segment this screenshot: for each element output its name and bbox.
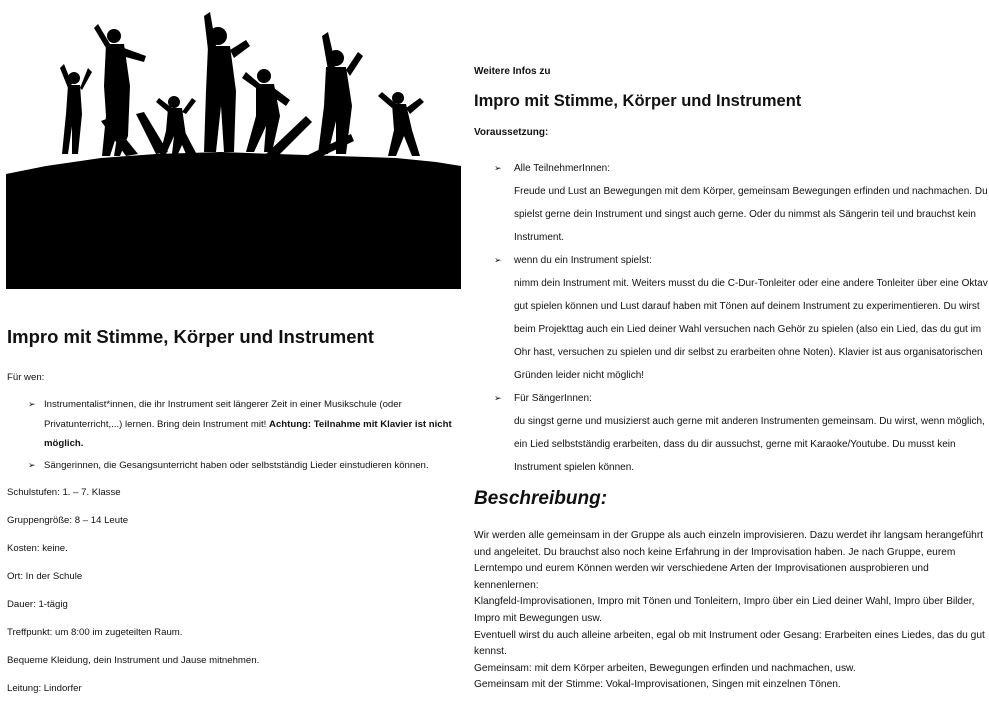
prereq-text: nimm dein Instrument mit. Weiters musst du die C-Dur-Tonleiter oder eine andere Tonleiter über eine Oktav gut spielen können und Lust darauf haben mit Tönen auf deinem Instrument zu experimentieren. Du wirst beim Projekttag auch ein Lied deiner Wahl versuchen nach Gehör zu spielen (also ein Lied, das du gut im Ohr hast, versuchen zu spielen und dir selbst zu erarbeiten ohne Noten). Klavier ist aus organisatorischen Gründen leider nicht möglich! — [514, 278, 988, 381]
arrowhead-bullet-icon: ➢ — [494, 163, 502, 173]
prerequisites-label: Voraussetzung: — [474, 127, 549, 138]
facts-list — [7, 483, 259, 707]
description-paragraph: Gemeinsam: mit dem Körper arbeiten, Bewegungen erfinden und nachmachen, usw. — [474, 662, 856, 674]
arrowhead-bullet-icon: ➢ — [28, 459, 36, 470]
description-body — [474, 528, 986, 694]
fact-location: Ort: In der Schule — [7, 571, 83, 582]
fact-meeting-point: Treffpunkt: um 8:00 im zugeteilten Raum. — [7, 627, 183, 638]
dancing-silhouettes-image — [6, 6, 461, 289]
prereq-heading: Alle TeilnehmerInnen: — [514, 163, 610, 174]
for-whom-label: Für wen: — [7, 372, 45, 383]
audience-item-instrumentalists — [28, 395, 456, 454]
audience-text: Sängerinnen, die Gesangsunterricht haben oder selbstständig Lieder einstudieren können. — [44, 459, 429, 471]
fact-group-size: Gruppengröße: 8 – 14 Leute — [7, 515, 129, 526]
arrowhead-bullet-icon: ➢ — [28, 399, 36, 409]
more-info-label: Weitere Infos zu — [474, 66, 551, 77]
description-paragraph: Klangfeld-Improvisationen, Impro mit Tönen und Tonleitern, Impro über ein Lied deiner Wahl, Impro über Bilder, Impro mit Bewegungen usw. — [474, 596, 975, 624]
audience-list — [28, 395, 456, 475]
audience-text: Instrumentalist*innen, die ihr Instrument seit längerer Zeit in einer Musikschule (oder Privatunterricht,...) lernen. Bring dein Instrument mit! — [44, 399, 402, 430]
fact-costs: Kosten: keine. — [7, 543, 68, 554]
arrowhead-bullet-icon: ➢ — [494, 255, 502, 265]
fact-duration: Dauer: 1-tägig — [7, 599, 68, 610]
workshop-title: Impro mit Stimme, Körper und Instrument — [7, 326, 374, 347]
prereq-heading: Für SängerInnen: — [514, 393, 592, 404]
prereq-text: du singst gerne und musizierst auch gerne mit anderen Instrumenten gemeinsam. Du wirst, wenn möglich, ein Lied selbstständig erarbeiten, dass du dir aussuchst, gerne mit Karaoke/Youtube. Du musst kein Instrument spielen können. — [514, 416, 985, 473]
description-paragraph: Eventuell wirst du auch alleine arbeiten, egal ob mit Instrument oder Gesang: Erarbeiten eines Liedes, das du gut kennst. — [474, 629, 985, 658]
prereq-item-singers — [494, 387, 989, 479]
prereq-item-instrument — [494, 249, 989, 387]
description-paragraph: Wir werden alle gemeinsam in der Gruppe als auch einzeln improvisieren. Dazu werdet ihr langsam herangeführt und angeleitet. Du brauchst also noch keine Erfahrung in der Improvisation haben. Je nach Gruppe, eurem Lerntempo und eurem Können werden wir verschiedene Arten der Improvisationen ausprobieren und kennenlernen: — [474, 530, 984, 591]
prereq-text: Freude und Lust an Bewegungen mit dem Körper, gemeinsam Bewegungen erfinden und nachmachen. Du spielst gerne dein Instrument und singst auch gerne. Oder du nimmst als Sängerin teil und brauchst kein Instrument. — [514, 186, 988, 243]
audience-warning: Achtung: Teilnahme mit Klavier ist nicht möglich. — [44, 418, 452, 450]
description-heading: Beschreibung: — [474, 488, 608, 509]
prereq-heading: wenn du ein Instrument spielst: — [514, 255, 652, 266]
info-title: Impro mit Stimme, Körper und Instrument — [474, 92, 802, 110]
fact-school-levels: Schulstufen: 1. – 7. Klasse — [7, 487, 121, 498]
description-paragraph: Gemeinsam mit der Stimme: Vokal-Improvisationen, Singen mit einzelnen Tönen. — [474, 679, 841, 691]
fact-what-to-bring: Bequeme Kleidung, dein Instrument und Jause mitnehmen. — [7, 655, 260, 666]
arrowhead-bullet-icon: ➢ — [494, 393, 502, 403]
audience-item-singers — [28, 456, 456, 476]
prereq-item-all — [494, 157, 989, 249]
fact-lead: Leitung: Lindorfer — [7, 683, 82, 694]
prerequisites-list — [494, 157, 989, 479]
